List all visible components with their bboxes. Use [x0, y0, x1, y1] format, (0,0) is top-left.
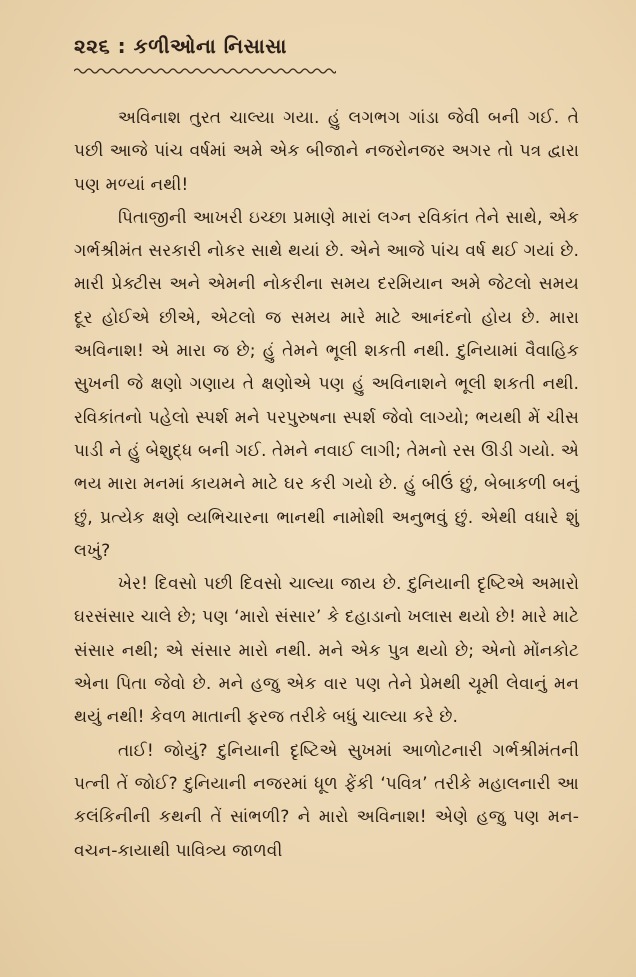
paragraph-4: તાઈ! જોયું? દુનિયાની દૃષ્ટિએ સુખમાં આળોટનારી ગર્ભશ્રીમંતની પત્ની તેં જોઈ? દુનિયાની નજરમાં ધૂળ ફેંકી ‘પવિત્ર’ તરીકે મહાલનારી આ કલંકિનીની કથની તેં સાંભળી? ને મારો અવિનાશ! એણે હજુ પણ મન-વચન-કાયાથી પાવિત્ર્ય જાળવી — [74, 740, 579, 861]
paragraph-2: પિતાજીની આખરી ઇચ્છા પ્રમાણે મારાં લગ્ન રવિકાંત તેને સાથે, એક ગર્ભશ્રીમંત સરકારી નોકર સાથે થયાં છે. એને આજે પાંચ વર્ષ થઈ ગયાં છે. મારી પ્રેક્ટીસ અને એમની નોકરીના સમય દરમિયાન અમે જેટલો સમય દૂર હોઈએ છીએ, એટલો જ સમય મારે માટે આનંદનો હોય છે. મારા અવિનાશ! એ મારા જ છે; હું તેમને ભૂલી શકતી નથી. દુનિયામાં વૈવાહિક સુખની જે ક્ષણો ગણાય તે ક્ષણોએ પણ હું અવિનાશને ભૂલી શકતી નથી. રવિકાંતનો પહેલો સ્પર્શ મને પરપુરુષના સ્પર્શ જેવો લાગ્યો; ભયથી મેં ચીસ પાડી ને હું બેશુદ્ધ બની ગઈ. તેમને નવાઈ લાગી; તેમનો રસ ઊડી ગયો. એ ભય મારા મનમાં કાયમને માટે ઘર કરી ગયો છે. હું બીઉં છું, બેબાકળી બનું છું, પ્રત્યેક ક્ષણે વ્યભિચારના ભાનથી નામોશી અનુભવું છું. એથી વધારે શું લખું? — [74, 207, 579, 561]
page-header: ૨૨૬ : કળીઓના નિસાસા — [74, 34, 287, 58]
header-underline-ornament — [74, 66, 336, 76]
paragraph-1: અવિનાશ તુરત ચાલ્યા ગયા. હું લગભગ ગાંડા જેવી બની ગઈ. તે પછી આજે પાંચ વર્ષમાં અમે એક બીજાને નજરોનજર અગર તો પત્ર દ્વારા પણ મળ્યાં નથી! — [74, 108, 579, 195]
paragraph-3: ખેર! દિવસો પછી દિવસો ચાલ્યા જાય છે. દુનિયાની દૃષ્ટિએ અમારો ઘરસંસાર ચાલે છે; પણ ‘મારો સંસાર’ કે દહાડાનો ખલાસ થયો છે! મારે માટે સંસાર નથી; એ સંસાર મારો નથી. મને એક પુત્ર થયો છે; એનો મોંનકોટ એના પિતા જેવો છે. મને હજુ એક વાર પણ તેને પ્રેમથી ચૂમી લેવાનું મન થયું નથી! કેવળ માતાની ફરજ તરીકે બધું ચાલ્યા કરે છે. — [74, 574, 579, 728]
body-text — [74, 102, 579, 868]
